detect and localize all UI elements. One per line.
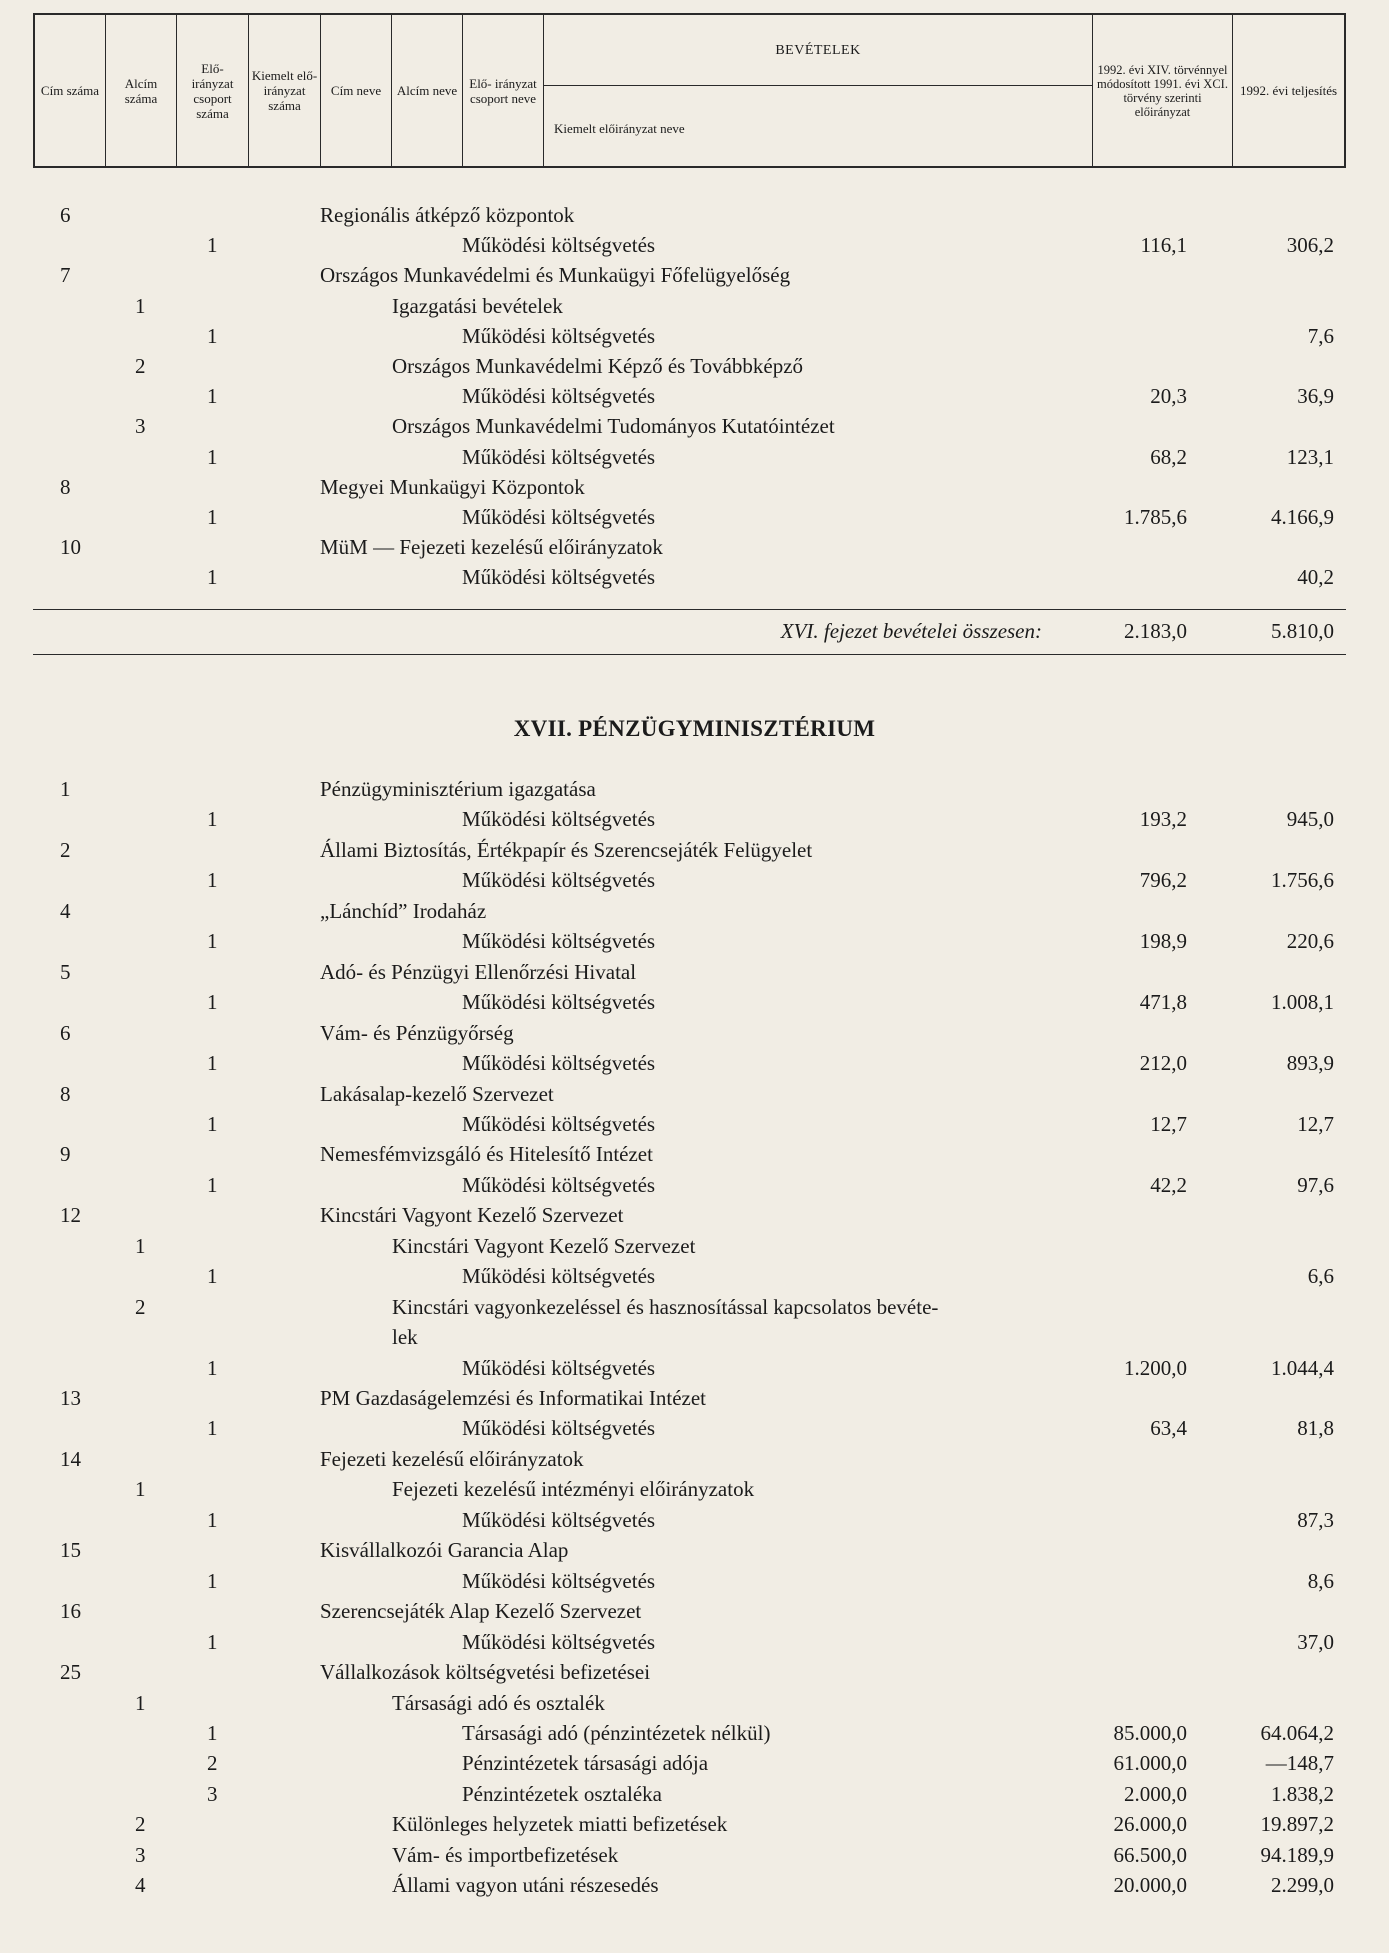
header-eloiranyzat-csoport-neve: Elő- irányzat csoport neve — [463, 15, 544, 166]
total-value-eloiranyzat: 2.183,0 — [1124, 619, 1187, 643]
row-name: „Lánchíd” Irodaház — [320, 898, 487, 923]
eloiranyzat-number: 1 — [207, 1111, 218, 1136]
table-row — [0, 1109, 1389, 1139]
table-row — [0, 1231, 1389, 1261]
table-row — [0, 1018, 1389, 1048]
row-name: Pénzügyminisztérium igazgatása — [320, 777, 596, 801]
value-eloiranyzat: 26.000,0 — [1113, 1812, 1187, 1837]
value-teljesites: 40,2 — [1297, 565, 1334, 590]
table-row — [0, 1505, 1389, 1535]
row-name: Működési költségvetés — [462, 1051, 656, 1076]
value-teljesites: —148,7 — [1265, 1751, 1334, 1776]
row-name: MüM — Fejezeti kezelésű előirányzatok — [320, 535, 663, 560]
header-eloiranyzat: 1992. évi XIV. törvénnyel módosított 1991. évi XCI. törvény szerinti előirányzat — [1093, 15, 1233, 166]
cim-number: 16 — [60, 1599, 81, 1624]
table-row — [0, 1048, 1389, 1078]
header-cim-neve: Cím neve — [321, 15, 392, 166]
eloiranyzat-number: 1 — [207, 444, 218, 469]
alcim-number: 1 — [135, 293, 146, 318]
eloiranyzat-number: 1 — [207, 384, 218, 409]
value-teljesites: 7,6 — [1307, 323, 1334, 348]
value-teljesites: 1.756,6 — [1271, 868, 1334, 893]
cim-number: 12 — [60, 1203, 81, 1228]
row-name: Vállalkozások költségvetési befizetései — [320, 1660, 651, 1685]
row-name: Országos Munkavédelmi Képző és Továbbképző — [392, 354, 804, 378]
total-value-teljesites: 5.810,0 — [1271, 619, 1334, 643]
value-eloiranyzat: 1.785,6 — [1124, 505, 1187, 529]
table-row — [0, 1748, 1389, 1778]
value-teljesites: 6,6 — [1307, 1264, 1334, 1289]
value-teljesites: 123,1 — [1286, 444, 1334, 469]
value-teljesites: 37,0 — [1297, 1629, 1334, 1654]
total-rule-top — [33, 609, 1346, 610]
header-teljesites: 1992. évi teljesítés — [1239, 83, 1338, 98]
value-teljesites: 1.044,4 — [1271, 1355, 1334, 1380]
row-name: Működési költségvetés — [462, 1416, 656, 1441]
table-row — [0, 957, 1389, 987]
table-row — [0, 1566, 1389, 1596]
eloiranyzat-number: 1 — [207, 1355, 218, 1380]
row-name: Kincstári vagyonkezeléssel és hasznosítással kapcsolatos bevéte- — [392, 1294, 939, 1319]
eloiranyzat-number: 1 — [207, 1416, 218, 1441]
cim-number: 8 — [60, 1081, 71, 1106]
table-row — [0, 230, 1389, 260]
row-name: Állami vagyon utáni részesedés — [392, 1873, 659, 1898]
row-name: Működési költségvetés — [462, 807, 656, 832]
row-name: Működési költségvetés — [462, 1264, 656, 1289]
row-name: Különleges helyzetek miatti befizetések — [392, 1812, 728, 1837]
row-name: PM Gazdaságelemzési és Informatikai Intézet — [320, 1386, 707, 1410]
row-name: Működési költségvetés — [462, 323, 656, 348]
table-row — [0, 411, 1389, 441]
row-name: Működési költségvetés — [462, 565, 656, 590]
row-name: Működési költségvetés — [462, 384, 656, 409]
value-eloiranyzat: 116,1 — [1140, 233, 1187, 258]
row-name: Működési költségvetés — [462, 1629, 656, 1654]
header-kiemelt-eloiranyzat-neve: Kiemelt előirányzat neve — [554, 121, 685, 136]
total-label: XVI. fejezet bevételei összesen: — [780, 619, 1042, 643]
row-name: Társasági adó (pénzintézetek nélkül) — [462, 1720, 771, 1745]
table-row — [0, 774, 1389, 804]
table-row — [0, 1596, 1389, 1626]
table-row — [0, 1292, 1389, 1322]
value-teljesites: 4.166,9 — [1271, 505, 1334, 529]
value-eloiranyzat: 42,2 — [1150, 1172, 1187, 1197]
row-name: Társasági adó és osztalék — [392, 1690, 605, 1715]
table-row — [0, 1170, 1389, 1200]
eloiranyzat-number: 1 — [207, 1568, 218, 1593]
total-rule-bottom — [33, 654, 1346, 655]
table-row — [0, 804, 1389, 834]
value-eloiranyzat: 198,9 — [1139, 929, 1187, 954]
alcim-number: 1 — [135, 1233, 146, 1258]
cim-number: 8 — [60, 474, 71, 499]
table-row — [0, 260, 1389, 290]
table-row — [0, 1627, 1389, 1657]
row-name: Működési költségvetés — [462, 1355, 656, 1380]
row-name: Működési költségvetés — [462, 505, 656, 529]
eloiranyzat-number: 1 — [207, 1172, 218, 1197]
value-teljesites: 893,9 — [1286, 1051, 1334, 1076]
cim-number: 5 — [60, 959, 71, 984]
eloiranyzat-number: 1 — [207, 929, 218, 954]
value-teljesites: 1.008,1 — [1271, 990, 1334, 1015]
header-bevetelek: BEVÉTELEK — [544, 15, 1092, 86]
section-title: XVII. PÉNZÜGYMINISZTÉRIUM — [513, 716, 876, 741]
alcim-number: 4 — [135, 1873, 146, 1898]
eloiranyzat-number: 1 — [207, 1507, 218, 1532]
alcim-number: 2 — [135, 1294, 146, 1319]
table-row — [0, 1413, 1389, 1443]
eloiranyzat-number: 1 — [207, 1051, 218, 1076]
value-teljesites: 12,7 — [1297, 1111, 1334, 1136]
value-eloiranyzat: 1.200,0 — [1124, 1355, 1187, 1380]
row-name: lek — [392, 1325, 418, 1350]
table-row — [0, 1261, 1389, 1291]
table-row — [0, 1353, 1389, 1383]
value-eloiranyzat: 20,3 — [1150, 384, 1187, 409]
table-row — [0, 200, 1389, 230]
value-eloiranyzat: 2.000,0 — [1124, 1781, 1187, 1806]
cim-number: 15 — [60, 1538, 81, 1563]
table-header — [33, 13, 1346, 168]
eloiranyzat-number: 1 — [207, 323, 218, 348]
table-row — [0, 896, 1389, 926]
eloiranyzat-number: 1 — [207, 1720, 218, 1745]
table-row — [0, 1688, 1389, 1718]
row-name: Pénzintézetek társasági adója — [462, 1751, 709, 1776]
table-row — [0, 1200, 1389, 1230]
value-teljesites: 64.064,2 — [1260, 1720, 1334, 1745]
table-row — [0, 1535, 1389, 1565]
table-row — [0, 562, 1389, 592]
row-name: Működési költségvetés — [462, 1172, 656, 1197]
eloiranyzat-number: 1 — [207, 233, 218, 258]
table-row — [0, 1383, 1389, 1413]
value-teljesites: 81,8 — [1297, 1416, 1334, 1441]
table-row — [0, 351, 1389, 381]
value-eloiranyzat: 63,4 — [1150, 1416, 1187, 1441]
value-teljesites: 87,3 — [1297, 1507, 1334, 1532]
row-name: Kincstári Vagyont Kezelő Szervezet — [392, 1233, 696, 1258]
cim-number: 13 — [60, 1386, 81, 1410]
value-teljesites: 94.189,9 — [1260, 1842, 1334, 1867]
row-name: Adó- és Pénzügyi Ellenőrzési Hivatal — [320, 959, 637, 984]
eloiranyzat-number: 1 — [207, 807, 218, 832]
table-row — [0, 291, 1389, 321]
cim-number: 10 — [60, 535, 81, 560]
table-row — [0, 1718, 1389, 1748]
row-name: Működési költségvetés — [462, 1111, 656, 1136]
row-name: Országos Munkavédelmi és Munkaügyi Főfelügyelőség — [320, 263, 791, 288]
row-name: Vám- és importbefizetések — [392, 1842, 619, 1867]
row-name: Működési költségvetés — [462, 444, 656, 469]
value-teljesites: 97,6 — [1297, 1172, 1334, 1197]
cim-number: 2 — [60, 837, 71, 862]
cim-number: 25 — [60, 1660, 81, 1685]
alcim-number: 3 — [135, 1842, 146, 1867]
table-row — [0, 1840, 1389, 1870]
cim-number: 6 — [60, 203, 71, 227]
value-eloiranyzat: 68,2 — [1150, 444, 1187, 469]
table-row — [0, 987, 1389, 1017]
value-teljesites: 8,6 — [1307, 1568, 1334, 1593]
cim-number: 7 — [60, 263, 71, 288]
row-name: Működési költségvetés — [462, 1568, 656, 1593]
table-row — [0, 1444, 1389, 1474]
value-eloiranyzat: 796,2 — [1139, 868, 1187, 893]
eloiranyzat-number: 1 — [207, 505, 218, 529]
value-eloiranyzat: 471,8 — [1139, 990, 1187, 1015]
table-row — [0, 1079, 1389, 1109]
row-name: Kisvállalkozói Garancia Alap — [320, 1538, 569, 1563]
value-teljesites: 19.897,2 — [1260, 1812, 1334, 1837]
alcim-number: 2 — [135, 354, 146, 378]
table-row — [0, 442, 1389, 472]
row-name: Lakásalap-kezelő Szervezet — [320, 1081, 554, 1106]
row-name: Fejezeti kezelésű előirányzatok — [320, 1446, 584, 1471]
cim-number: 4 — [60, 898, 71, 923]
row-name: Működési költségvetés — [462, 233, 656, 258]
value-teljesites: 1.838,2 — [1271, 1781, 1334, 1806]
value-teljesites: 36,9 — [1297, 384, 1334, 409]
row-name: Működési költségvetés — [462, 1507, 656, 1532]
table-row — [0, 1474, 1389, 1504]
row-name: Működési költségvetés — [462, 929, 656, 954]
alcim-number: 1 — [135, 1477, 146, 1502]
eloiranyzat-number: 1 — [207, 1264, 218, 1289]
table-row — [0, 926, 1389, 956]
table-row — [0, 1779, 1389, 1809]
table-row — [0, 472, 1389, 502]
value-eloiranyzat: 212,0 — [1139, 1051, 1187, 1076]
value-eloiranyzat: 20.000,0 — [1113, 1873, 1187, 1898]
row-name: Állami Biztosítás, Értékpapír és Szerencsejáték Felügyelet — [320, 837, 813, 862]
value-eloiranyzat: 66.500,0 — [1113, 1842, 1187, 1867]
row-name: Pénzintézetek osztaléka — [462, 1781, 662, 1806]
table-row — [0, 1322, 1389, 1352]
eloiranyzat-number: 1 — [207, 990, 218, 1015]
cim-number: 1 — [60, 777, 71, 801]
row-name: Vám- és Pénzügyőrség — [320, 1020, 514, 1045]
table-row — [0, 381, 1389, 411]
eloiranyzat-number: 1 — [207, 565, 218, 590]
value-eloiranyzat: 61.000,0 — [1113, 1751, 1187, 1776]
value-eloiranyzat: 193,2 — [1139, 807, 1187, 832]
table-row — [0, 1657, 1389, 1687]
alcim-number: 3 — [135, 414, 146, 439]
table-row — [0, 1809, 1389, 1839]
eloiranyzat-number: 1 — [207, 1629, 218, 1654]
cim-number: 14 — [60, 1446, 81, 1471]
header-cim-szama: Cím száma — [35, 15, 106, 166]
row-name: Országos Munkavédelmi Tudományos Kutatóintézet — [392, 414, 835, 439]
header-alcim-neve: Alcím neve — [392, 15, 463, 166]
header-bevetelek-group — [544, 15, 1093, 166]
row-name: Regionális átképző központok — [320, 203, 575, 227]
value-teljesites: 306,2 — [1286, 233, 1334, 258]
table-row — [0, 865, 1389, 895]
row-name: Szerencsejáték Alap Kezelő Szervezet — [320, 1599, 642, 1624]
row-name: Működési költségvetés — [462, 990, 656, 1015]
table-row — [0, 1870, 1389, 1900]
header-alcim-szama: Alcím száma — [106, 15, 177, 166]
value-teljesites: 220,6 — [1286, 929, 1334, 954]
value-eloiranyzat: 12,7 — [1150, 1111, 1187, 1136]
alcim-number: 2 — [135, 1812, 146, 1837]
eloiranyzat-number: 1 — [207, 868, 218, 893]
value-teljesites: 2.299,0 — [1271, 1873, 1334, 1898]
row-name: Kincstári Vagyont Kezelő Szervezet — [320, 1203, 624, 1228]
value-teljesites: 945,0 — [1286, 807, 1334, 832]
cim-number: 9 — [60, 1142, 71, 1167]
row-name: Fejezeti kezelésű intézményi előirányzatok — [392, 1477, 755, 1502]
row-name: Működési költségvetés — [462, 868, 656, 893]
cim-number: 6 — [60, 1020, 71, 1045]
table-row — [0, 502, 1389, 532]
table-row — [0, 532, 1389, 562]
table-row — [0, 1139, 1389, 1169]
value-eloiranyzat: 85.000,0 — [1113, 1720, 1187, 1745]
row-name: Nemesfémvizsgáló és Hitelesítő Intézet — [320, 1142, 653, 1167]
row-name: Igazgatási bevételek — [392, 293, 563, 318]
header-kiemelt-eloiranyzat-szama: Kiemelt elő- irányzat száma — [249, 15, 321, 166]
eloiranyzat-number: 2 — [207, 1751, 218, 1776]
eloiranyzat-number: 3 — [207, 1781, 218, 1806]
table-row — [0, 835, 1389, 865]
table-row — [0, 321, 1389, 351]
row-name: Megyei Munkaügyi Központok — [320, 474, 585, 499]
alcim-number: 1 — [135, 1690, 146, 1715]
header-eloiranyzat-csoport-szama: Elő- irányzat csoport száma — [177, 15, 249, 166]
